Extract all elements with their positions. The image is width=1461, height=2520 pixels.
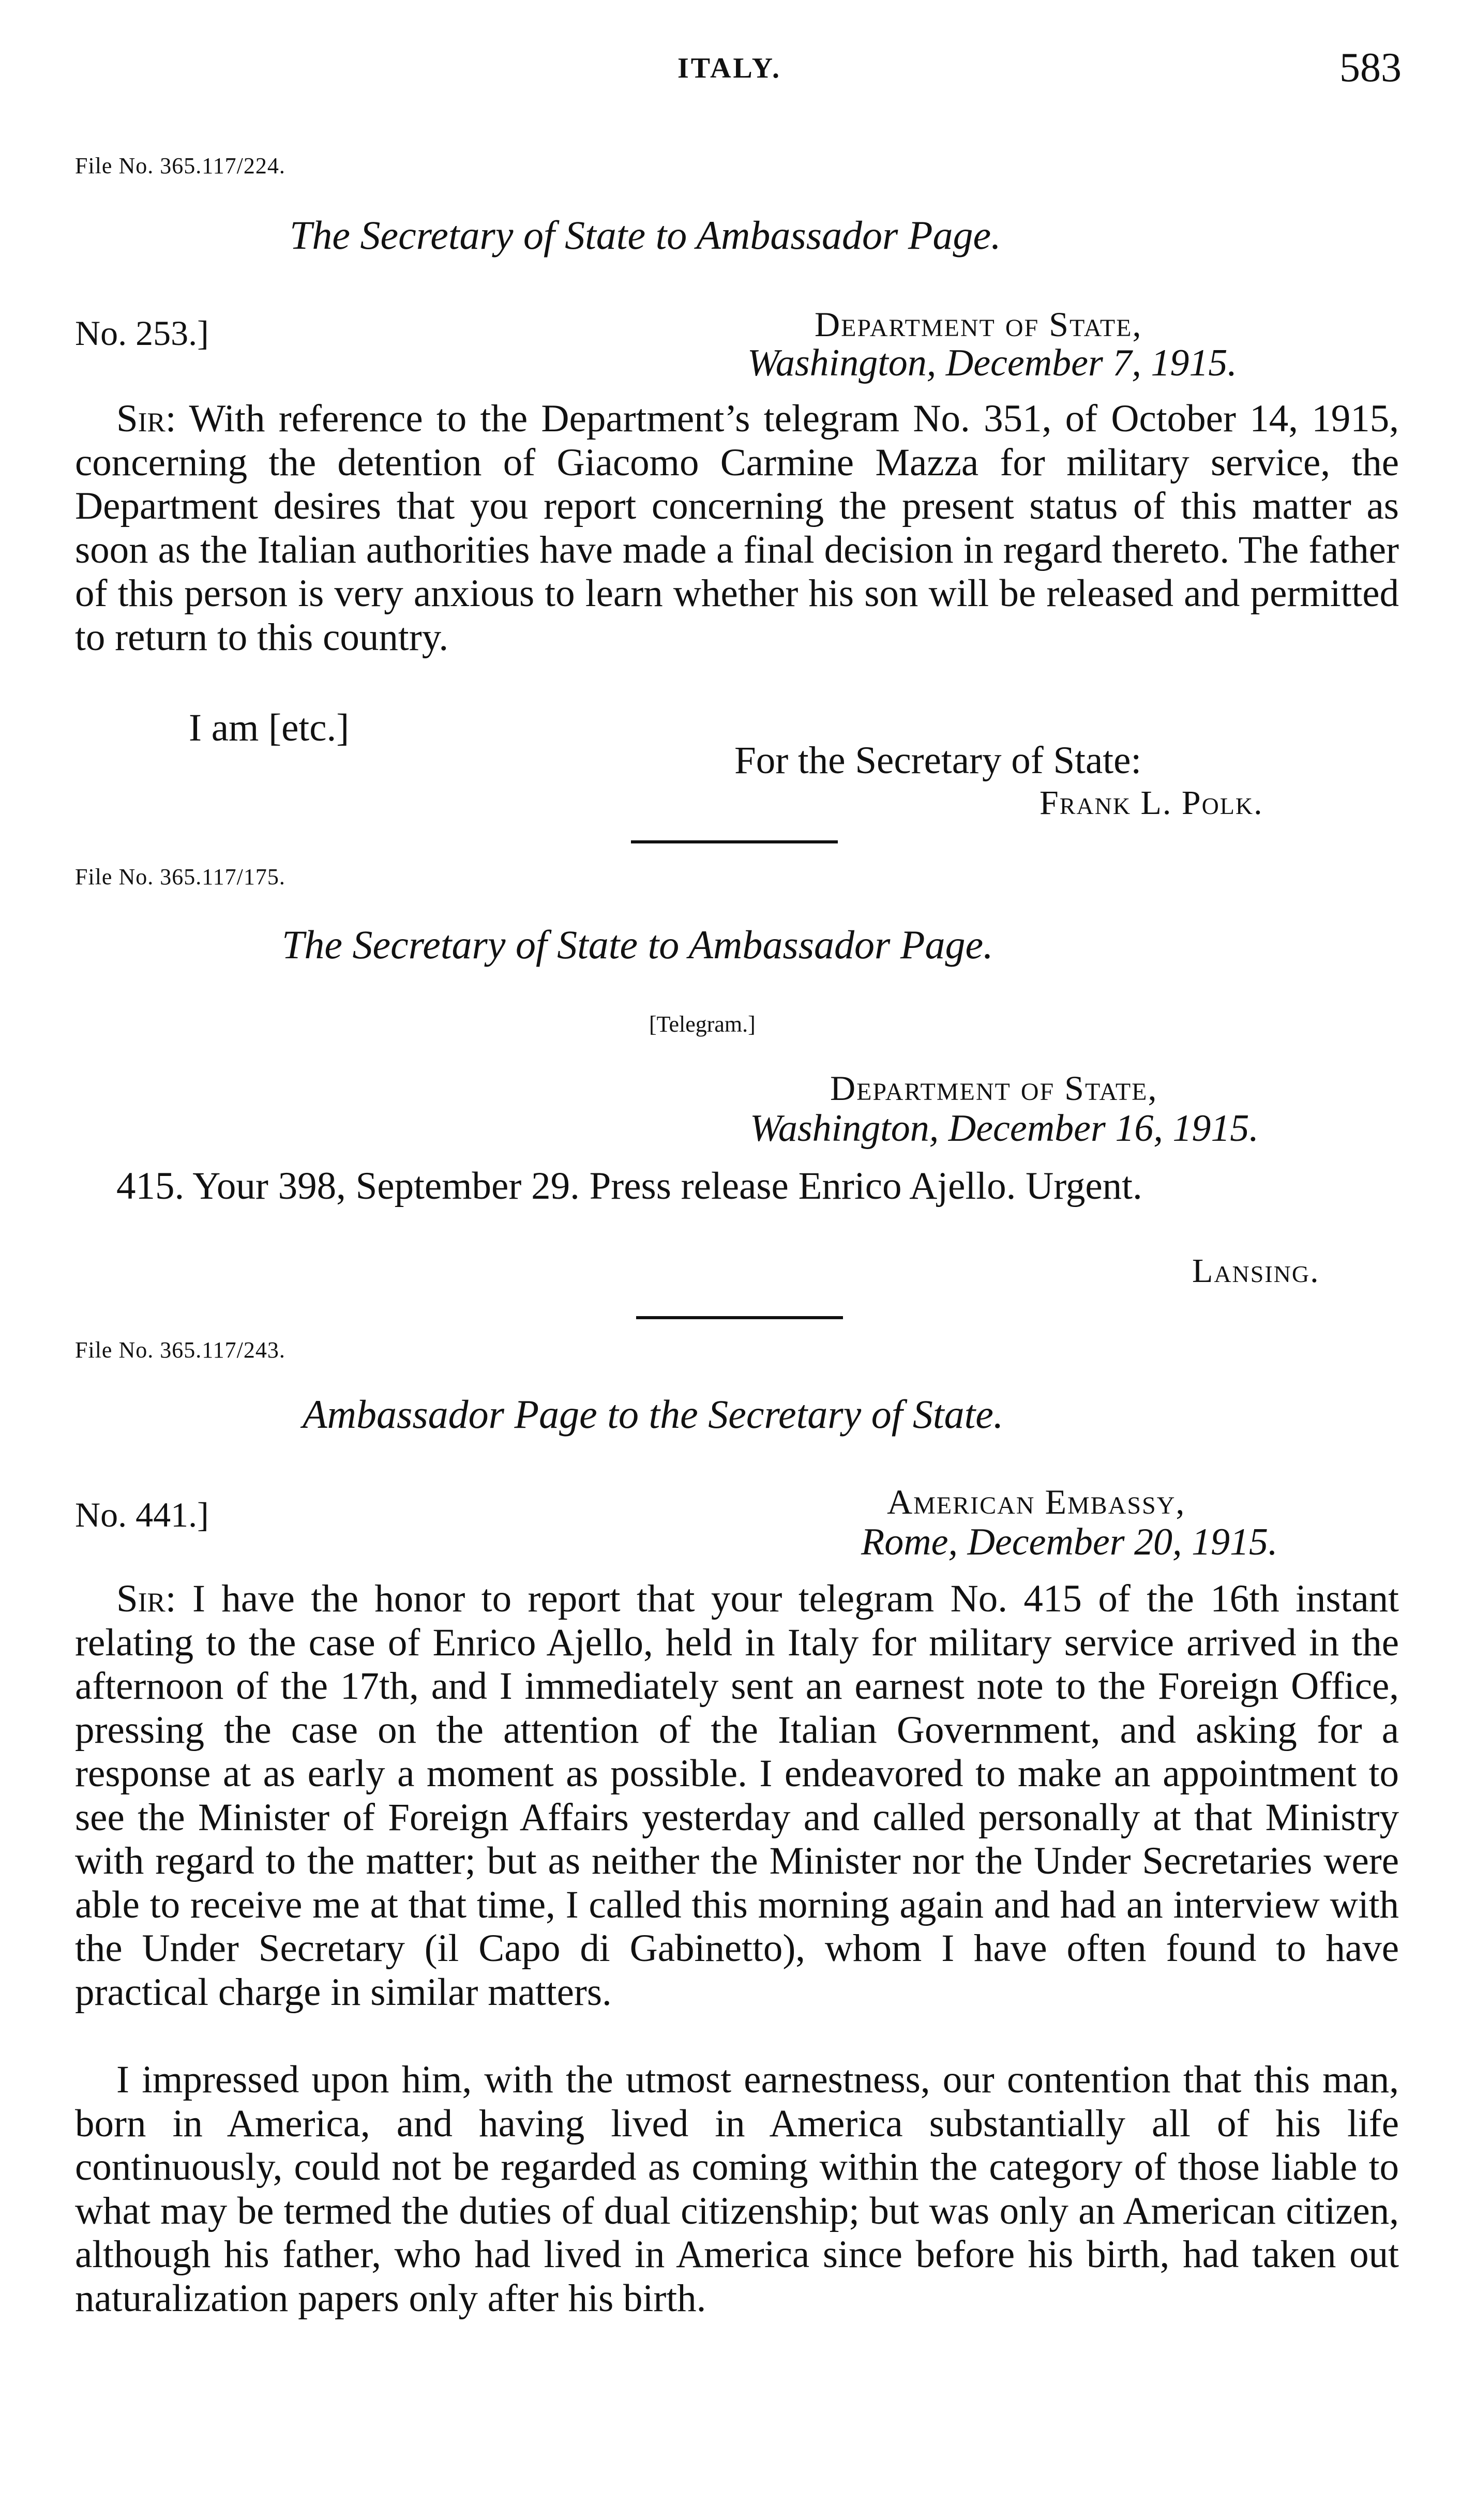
body-text: I have the honor to report that your telegram No. 415 of the 16th instant relating to the case of Enrico Ajello, held in Italy for military service arrived in the afternoon of the 17th, and I immediately sent an earnest note to the Foreign Office, pressing the case on the attention of the Italian Government, and asking for a response at as early a moment as possible. I endeavored to make an appointment to see the Minister of Foreign Affairs yesterday and called personally at that Ministry with regard to the matter; but as neither the Minister nor the Under Secretaries were able to receive me at that time, I called this morning again and had an interview with the Under Secretary (il Capo di Gabinetto), whom I have often found to have practical charge in similar matters. bbox=[75, 1577, 1399, 2014]
dateline-office: Department of State, bbox=[815, 305, 1142, 344]
dateline-place-date: Rome, December 20, 1915. bbox=[861, 1521, 1278, 1563]
letter-body-continued: I impressed upon him, with the utmost earnestness, our contention that this man, born in America, and having lived in America substantially all of his life continuously, could not be regarded as coming within the category of those liable to what may be termed the duties of dual citizenship; but was only an American citizen, although his father, who had lived in America since before his birth, had taken out naturalization papers only after his birth. bbox=[75, 2058, 1399, 2320]
dateline-office: American Embassy, bbox=[887, 1482, 1186, 1521]
dispatch-number: No. 441.] bbox=[75, 1495, 209, 1534]
document-heading: The Secretary of State to Ambassador Page. bbox=[290, 213, 1001, 258]
salutation: Sir: bbox=[116, 1577, 176, 1620]
signature: Lansing. bbox=[1192, 1252, 1320, 1290]
file-number: File No. 365.117/224. bbox=[75, 153, 285, 178]
dateline-place-date: Washington, December 16, 1915. bbox=[750, 1107, 1259, 1150]
page-number: 583 bbox=[1339, 45, 1402, 90]
section-divider bbox=[636, 1316, 843, 1319]
dispatch-number: No. 253.] bbox=[75, 313, 209, 353]
dateline-office: Department of State, bbox=[830, 1068, 1158, 1108]
telegram-body: 415. Your 398, September 29. Press release Enrico Ajello. Urgent. bbox=[116, 1165, 1142, 1208]
file-number: File No. 365.117/243. bbox=[75, 1337, 285, 1363]
closing: I am [etc.] bbox=[189, 706, 350, 749]
letter-body bbox=[75, 397, 1399, 659]
running-head: ITALY. bbox=[677, 52, 781, 84]
signature: Frank L. Polk. bbox=[1040, 784, 1263, 822]
file-number: File No. 365.117/175. bbox=[75, 864, 285, 889]
section-divider bbox=[631, 840, 838, 843]
telegram-note: [Telegram.] bbox=[649, 1012, 756, 1037]
dateline-place-date: Washington, December 7, 1915. bbox=[747, 342, 1237, 384]
body-text: With reference to the Department’s telegram No. 351, of October 14, 1915, concerning the detention of Giacomo Carmine Mazza for military service, the Department desires that you report concerning the present status of this matter as soon as the Italian authorities have made a final decision in regard thereto. The father of this person is very anxious to learn whether his son will be released and permitted to return to this country. bbox=[75, 397, 1399, 659]
letter-body bbox=[75, 1577, 1399, 2014]
document-heading: Ambassador Page to the Secretary of State. bbox=[303, 1392, 1004, 1437]
document-heading: The Secretary of State to Ambassador Page. bbox=[282, 922, 993, 967]
salutation: Sir: bbox=[116, 397, 176, 440]
signature-line: For the Secretary of State: bbox=[734, 739, 1142, 782]
